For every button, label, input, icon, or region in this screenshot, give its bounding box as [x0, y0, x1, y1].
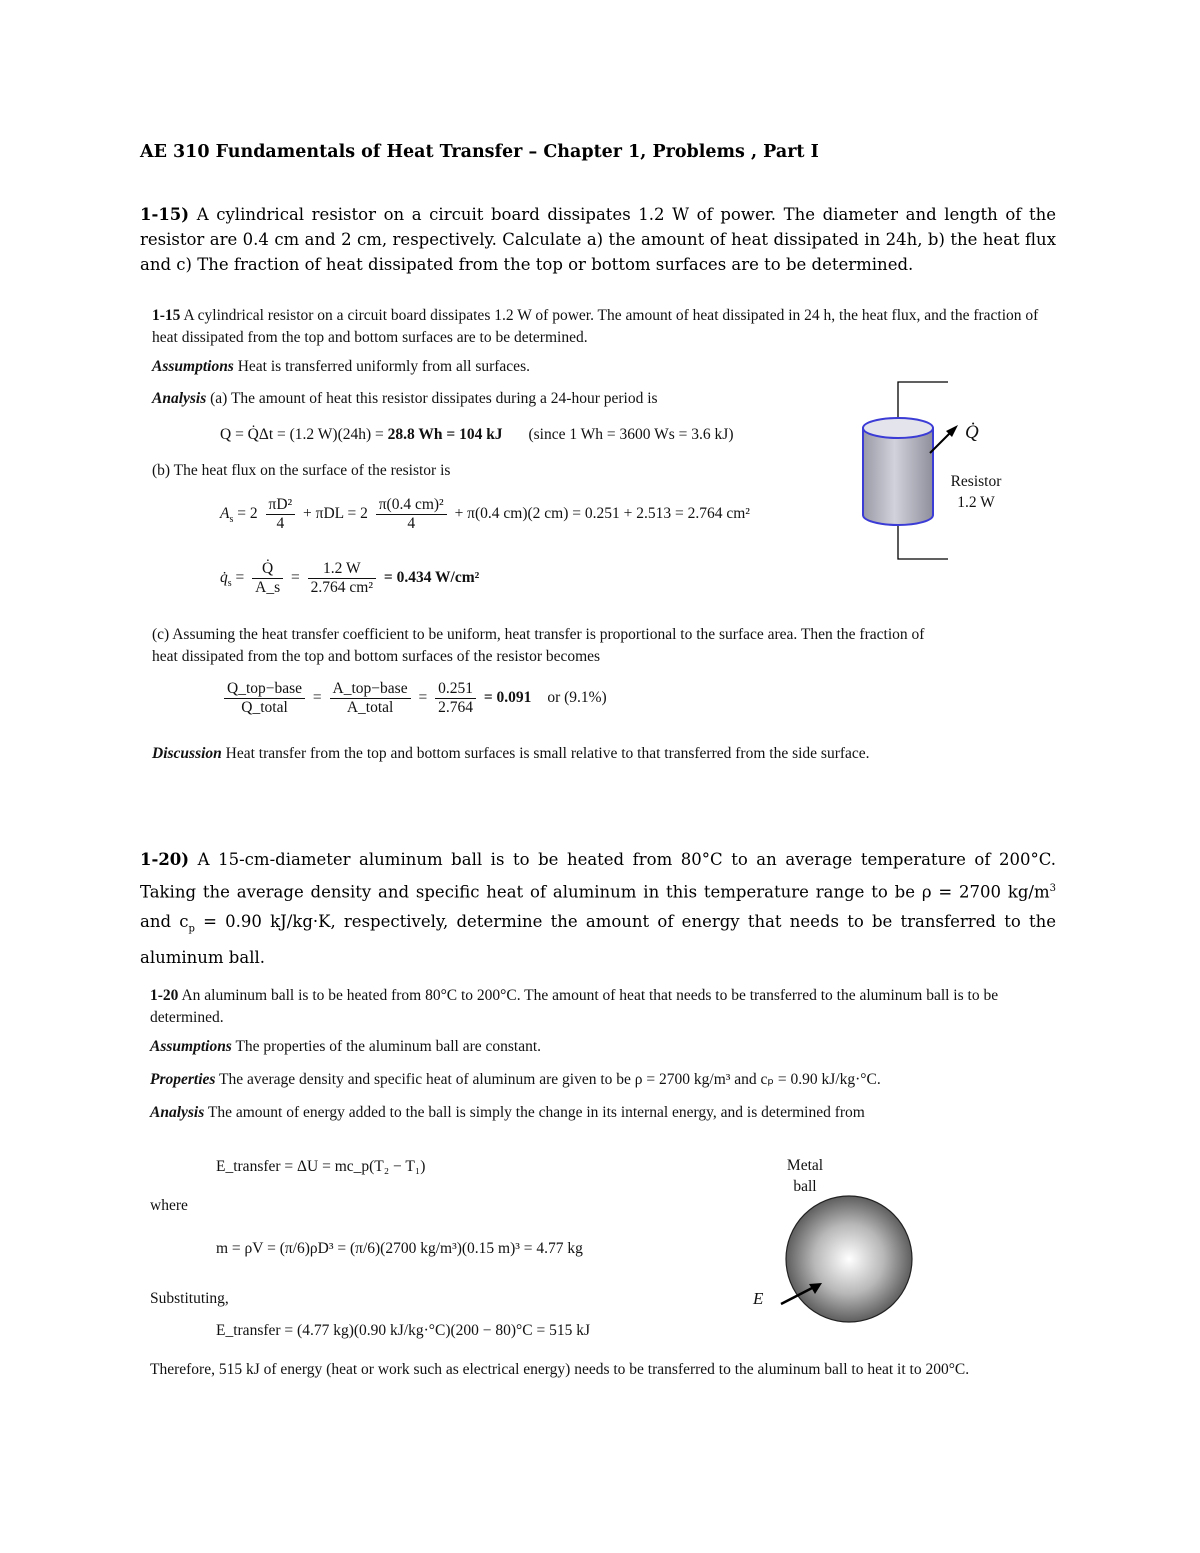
page-title: AE 310 Fundamentals of Heat Transfer – Chapter 1, Problems , Part I [140, 142, 819, 162]
ball-e-label: E [753, 1289, 764, 1308]
eq2-part-b: + πDL = 2 [303, 505, 368, 523]
resistor-lead-bottom [898, 525, 948, 559]
eq1-result: 28.8 Wh = 104 kJ [387, 426, 503, 443]
metal-ball-shape [786, 1196, 912, 1322]
resistor-caption-1: Resistor [950, 473, 1002, 490]
eq2-lhs: A [220, 505, 230, 523]
analysis-text-2: The amount of energy added to the ball is simply the change in its internal energy, and is determined from [204, 1104, 865, 1121]
analysis-label: Analysis [152, 390, 207, 407]
equation-fraction: $\frac{\text{Q\_top−base}}{\text{Q\_total}}$ = $\frac{\text{A\_top−base}}{\text{A\_total}}$ = $\frac{0.251}{2.764}$ = 0.091 or (9.1%) [220, 680, 607, 717]
properties-label: Properties [150, 1071, 216, 1088]
eq2-part-a: = 2 [237, 505, 258, 523]
eq2-f2-num: π(0.4 cm)² [376, 496, 447, 515]
resistor-caption-2: 1.2 W [957, 494, 995, 511]
problem-1-15-label: 1-15) [140, 205, 190, 224]
eq2-part-c: + π(0.4 cm)(2 cm) = 0.251 + 2.513 = 2.764 cm² [454, 505, 750, 523]
eq3-result: = 0.434 W/cm² [383, 569, 480, 587]
analysis-label-2: Analysis [150, 1104, 205, 1121]
problem-1-20-label: 1-20) [140, 850, 190, 869]
solution-1-15-label: 1-15 [152, 307, 181, 324]
solution-1-15-part-c: (c) Assuming the heat transfer coefficient to be uniform, heat transfer is proportional to the surface area. Then the fraction of heat dissipated from the top and bottom surfaces of the resistor becomes [152, 626, 925, 665]
eq3-fraction-1 [252, 560, 283, 597]
resistor-cylinder-top [863, 418, 933, 438]
resistor-caption [945, 471, 1007, 513]
eq3-f2-den: 2.764 cm² [310, 579, 373, 596]
problem-1-20-sup: 3 [1049, 883, 1056, 894]
problem-1-20-text-3: = 0.90 kJ/kg·K, respectively, determine the amount of energy that needs to be transferred to the aluminum ball. [140, 911, 1057, 967]
eq2-fraction-1 [266, 496, 296, 533]
properties-text: The average density and specific heat of aluminum are given to be ρ = 2700 kg/m³ and cₚ = 0.90 kJ/kg·°C. [215, 1071, 881, 1088]
eq2-f2-den: 4 [407, 515, 416, 532]
ball-caption-2: ball [793, 1178, 817, 1195]
solution-1-20-intro [150, 985, 1055, 1029]
solution-1-15-intro [152, 305, 1052, 349]
eq3-f2-num: 1.2 W [308, 560, 376, 579]
discussion-text: Heat transfer from the top and bottom surfaces is small relative to that transferred from the side surface. [221, 745, 870, 762]
assumptions-text-2: The properties of the aluminum ball are constant. [231, 1038, 542, 1055]
solution-1-20-properties [150, 1070, 881, 1089]
eq4-f3-num: 0.251 [435, 680, 476, 699]
eq4-f2-num: A_top−base [330, 680, 411, 699]
eq1-note: (since 1 Wh = 3600 Ws = 3.6 kJ) [528, 426, 734, 443]
equation-heat-flux: $q̇_s$ = $\frac{Q̇}{A\_s}$ = $\frac{1.2 W}{\text{2.764 cm²}}$ = 0.434 W/cm² [220, 560, 480, 596]
equation-surface-area [220, 496, 750, 533]
eq3-f1-num: Q̇ [252, 560, 283, 579]
assumptions-text: Heat is transferred uniformly from all surfaces. [233, 358, 530, 375]
eq4-or: or (9.1%) [547, 689, 607, 707]
eq4-f2-den: A_total [346, 699, 394, 716]
equation-energy-result: E_transfer = (4.77 kg)(0.90 kJ/kg·°C)(200 − 80)°C = 515 kJ [216, 1322, 590, 1339]
assumptions-label-2: Assumptions [150, 1038, 232, 1055]
equation-mass: m = ρV = (π/6)ρD³ = (π/6)(2700 kg/m³)(0.15 m)³ = 4.77 kg [216, 1240, 583, 1257]
solution-1-20-analysis [150, 1102, 870, 1124]
metal-ball-figure [770, 1190, 920, 1340]
solution-1-15-part-b: (b) The heat flux on the surface of the resistor is [152, 462, 451, 479]
eq2-fraction-2 [376, 496, 447, 533]
eq4-f1-den: Q_total [241, 699, 288, 716]
problem-1-20-text-2: and c [140, 911, 189, 931]
eq4-fraction-3 [435, 680, 476, 717]
eq4-f3-den: 2.764 [438, 699, 473, 716]
ball-caption-1: Metal [786, 1157, 824, 1174]
resistor-cylinder-body [863, 428, 933, 525]
problem-1-15-text: A cylindrical resistor on a circuit board dissipates 1.2 W of power. The diameter and length of the resistor are 0.4 cm and 2 cm, respectively. Calculate a) the amount of heat dissipated in 24h, b) the heat flux and c) The fraction of heat dissipated from the top or bottom surfaces are to be determined. [140, 205, 1056, 274]
eq3-sub: s [227, 578, 232, 590]
solution-1-15-assumptions [152, 358, 530, 376]
discussion-label: Discussion [152, 745, 222, 762]
eq2-f1-den: 4 [276, 515, 285, 532]
eq2-f1-num: πD² [266, 496, 296, 515]
eq4-fraction-1 [224, 680, 305, 717]
resistor-figure [850, 375, 1050, 565]
solution-1-15-analysis [152, 390, 658, 408]
solution-1-20-intro-text: An aluminum ball is to be heated from 80°C to 200°C. The amount of heat that needs to be transferred to the aluminum ball is to be determined. [150, 987, 999, 1026]
eq3-lhs: q̇ [220, 569, 228, 587]
equation-heat-dissipated [220, 426, 733, 444]
solution-1-15-intro-text: A cylindrical resistor on a circuit board dissipates 1.2 W of power. The amount of heat dissipated in 24 h, the heat flux, and the fraction of heat dissipated from the top and bottom surfaces are to be determined. [152, 307, 1039, 346]
eq4-fraction-2 [330, 680, 411, 717]
eq2-sub: s [229, 514, 234, 526]
equation-energy-transfer: E_transfer = ΔU = mc_p(T₂ − T₁) [216, 1158, 426, 1175]
solution-1-20-assumptions [150, 1038, 541, 1056]
problem-1-20-statement [140, 845, 1056, 972]
solution-1-20-conclusion: Therefore, 515 kJ of energy (heat or work such as electrical energy) needs to be transferred to the aluminum ball to heat it to 200°C. [150, 1361, 970, 1378]
eq4-f1-num: Q_top−base [224, 680, 305, 699]
substituting-label: Substituting, [150, 1290, 229, 1307]
assumptions-label: Assumptions [152, 358, 234, 375]
resistor-lead-top [898, 382, 948, 420]
problem-1-15-statement [140, 202, 1056, 277]
analysis-text: (a) The amount of heat this resistor dissipates during a 24-hour period is [206, 390, 658, 407]
where-label: where [150, 1197, 188, 1214]
problem-1-20-sub: p [188, 922, 195, 934]
eq3-f1-den: A_s [255, 579, 281, 596]
eq3-fraction-2 [308, 560, 376, 597]
problem-1-20-text-1: A 15-cm-diameter aluminum ball is to be heated from 80°C to an average temperature of 200°C. Taking the average density and specific heat of aluminum in this temperature range to be ρ = 2700 kg/m [140, 850, 1056, 902]
eq1-text: Q = Q̇Δt = (1.2 W)(24h) = [220, 426, 388, 443]
solution-1-15-discussion [152, 745, 870, 763]
solution-1-20-label: 1-20 [150, 987, 179, 1004]
eq4-result: = 0.091 [483, 689, 532, 707]
resistor-q-label: Q̇ [965, 422, 979, 443]
